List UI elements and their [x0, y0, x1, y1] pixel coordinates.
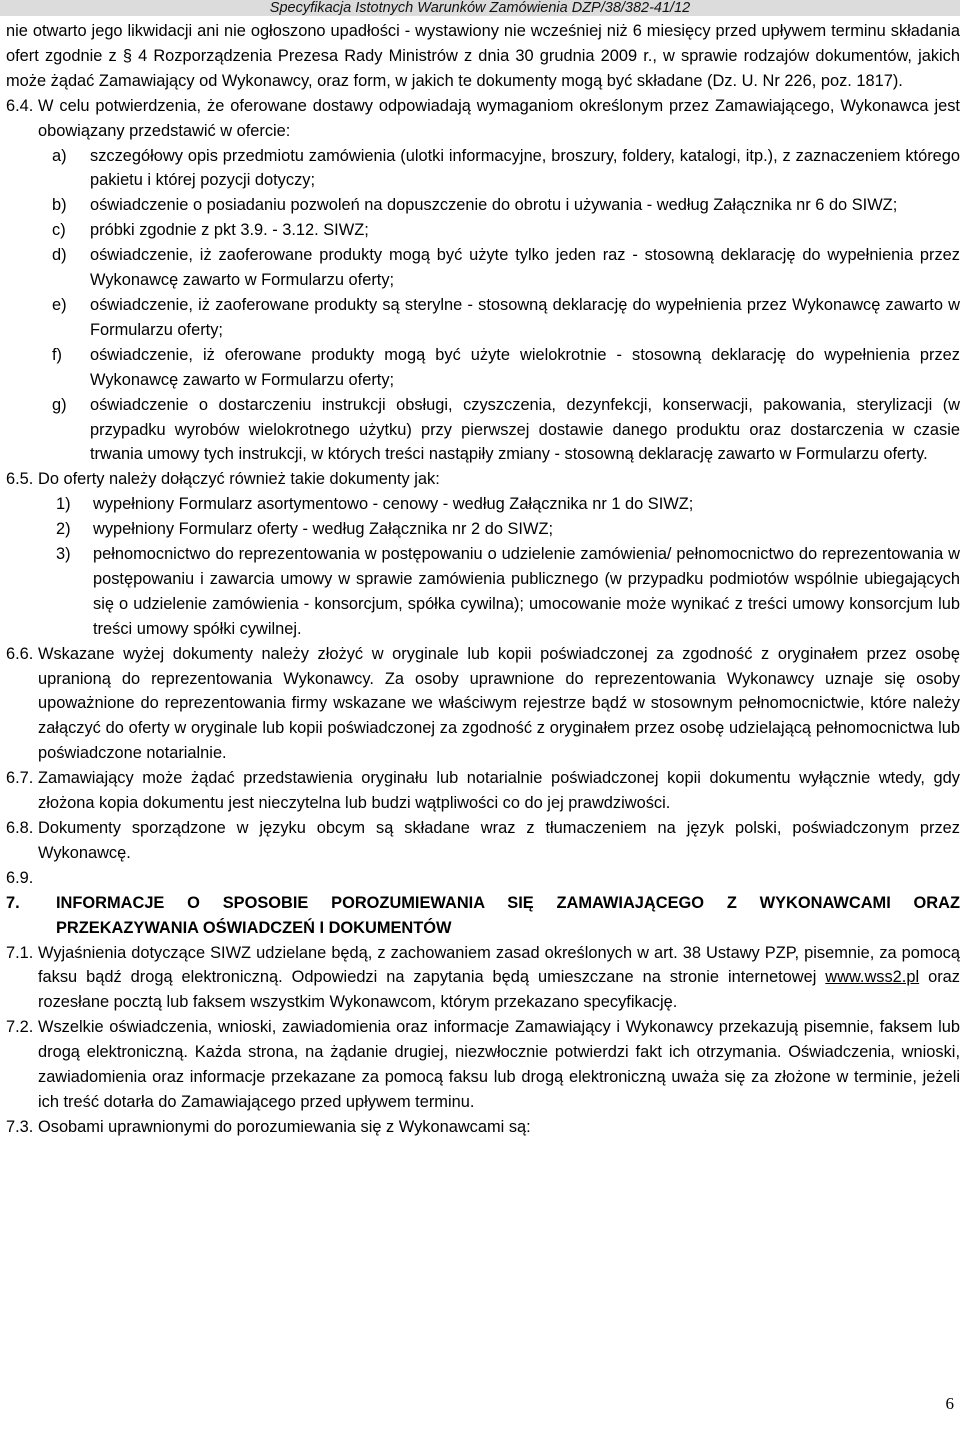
section-number: 7.1.: [6, 943, 34, 962]
list-item: [6, 144, 960, 194]
list-text: oświadczenie o posiadaniu pozwoleń na dopuszczenie do obrotu i używania - według Załącznika nr 6 do SIWZ;: [90, 196, 898, 215]
section-6-4: [6, 94, 960, 144]
website-link[interactable]: www.wss2.pl: [825, 968, 920, 987]
list-item: [6, 393, 960, 468]
list-text: oświadczenie, iż oferowane produkty mogą być użyte wielokrotnie - stosowną deklarację do wypełnienia przez Wykonawcę zawarto w Formularzu oferty;: [90, 345, 960, 389]
list-label: 1): [56, 495, 71, 514]
list-item: [6, 243, 960, 293]
section-6-7: [6, 766, 960, 816]
list-label: b): [52, 196, 67, 215]
list-text: oświadczenie, iż zaoferowane produkty mogą być użyte tylko jeden raz - stosowną deklarację do wypełnienia przez Wykonawcę zawarto w Formularzu oferty;: [90, 246, 960, 290]
section-number: 7.3.: [6, 1117, 34, 1136]
list-text: szczegółowy opis przedmiotu zamówienia (ulotki informacyjne, broszury, foldery, katalogi, itp.), z zaznaczeniem którego pakietu i której pozycji dotyczy;: [90, 146, 960, 190]
section-text: Wskazane wyżej dokumenty należy złożyć w oryginale lub kopii poświadczonej za zgodność z oryginałem przez osobę upranioną do reprezentowania Wykonawcy. Za osoby uprawnione do reprezentowania Wykonawcy uznaje się osoby upoważnione do reprezentowania firmy wskazane we właściwym rejestrze bądź w stosownym pełnomocnictwie, które należy załączyć do oferty w oryginale lub kopii poświadczonej za zgodność z oryginałem przez osobę udzielającą pełnomocnictwa lub poświadczone notarialnie.: [38, 644, 960, 763]
section-6-6: [6, 642, 960, 767]
section-number: 6.7.: [6, 769, 34, 788]
section-number: 6.6.: [6, 644, 34, 663]
list-text: próbki zgodnie z pkt 3.9. - 3.12. SIWZ;: [90, 221, 369, 240]
section-text: Dokumenty sporządzone w języku obcym są składane wraz z tłumaczeniem na język polski, poświadczonym przez Wykonawcę.: [38, 819, 960, 862]
list-item: [6, 343, 960, 393]
list-label: 2): [56, 520, 71, 539]
list-label: c): [52, 221, 66, 240]
section-number: 6.8.: [6, 819, 34, 837]
section-7-heading: [6, 891, 960, 941]
list-label: f): [52, 345, 63, 364]
list-item: [6, 492, 960, 517]
page-header: Specyfikacja Istotnych Warunków Zamówienia DZP/38/382-41/12: [0, 0, 960, 16]
section-7-1: [6, 941, 960, 1016]
list-text: oświadczenie o dostarczeniu instrukcji obsługi, czyszczenia, dezynfekcji, konserwacji, pakowania, sterylizacji (w przypadku wyrobów wielokrotnego użytku) przy pierwszej dostawie danego produktu oraz dostarczenia w czasie trwania umowy tych instrukcji, w których treści nastąpiły zmiany - stosowną deklarację zawarto w Formularzu oferty.: [90, 395, 960, 464]
section-7-3: [6, 1115, 960, 1140]
section-7-2: [6, 1015, 960, 1115]
section-text: W celu potwierdzenia, że oferowane dostawy odpowiadają wymaganiom określonym przez Zamawiającego, Wykonawca jest obowiązany przedstawić w ofercie:: [38, 96, 960, 140]
section-number: 6.5.: [6, 470, 34, 489]
section-text: Do oferty należy dołączyć również takie dokumenty jak:: [38, 470, 440, 489]
section-text-after: oraz rozesłane pocztą lub faksem wszystkim Wykonawcom, którym przekazano specyfikację.: [38, 968, 960, 1012]
section-number: 6.4.: [6, 96, 34, 115]
section-title: INFORMACJE O SPOSOBIE POROZUMIEWANIA SIĘ ZAMAWIAJĄCEGO Z WYKONAWCAMI ORAZ PRZEKAZYWANIA OŚWIADCZEŃ I DOKUMENTÓW: [56, 893, 960, 937]
list-item: [6, 293, 960, 343]
list-text: oświadczenie, iż zaoferowane produkty są sterylne - stosowną deklarację do wypełnienia przez Wykonawcę zawarto w Formularzu oferty;: [90, 295, 960, 339]
section-text: Osobami uprawnionymi do porozumiewania się z Wykonawcami są:: [38, 1117, 531, 1136]
list-label: e): [52, 295, 67, 314]
list-item: [6, 193, 960, 218]
document-body: [6, 19, 960, 1140]
list-text: wypełniony Formularz oferty - według Załącznika nr 2 do SIWZ;: [93, 520, 554, 539]
section-number: 7.2.: [6, 1018, 34, 1037]
list-label: d): [52, 246, 67, 265]
list-label: 3): [56, 545, 71, 564]
section-6-8: [6, 816, 960, 866]
section-6-9: [6, 866, 960, 891]
list-item: [6, 517, 960, 542]
page-number: 6: [945, 1394, 954, 1413]
section-text: Wszelkie oświadczenia, wnioski, zawiadomienia oraz informacje Zamawiający i Wykonawcy przekazują pisemnie, faksem lub drogą elektroniczną. Każda strona, na żądanie drugiej, niezwłocznie potwierdzi fakt ich otrzymania. Oświadczenia, wnioski, zawiadomienia oraz informacje przekazane za pomocą faksu lub drogą elektroniczną uważa się za złożone w terminie, jeżeli ich treść dotarła do Zamawiającego przed upływem terminu.: [38, 1018, 960, 1111]
list-label: a): [52, 146, 67, 165]
section-number: 6.9.: [6, 868, 34, 887]
list-label: g): [52, 395, 67, 414]
list-text: pełnomocnictwo do reprezentowania w postępowaniu o udzielenie zamówienia/ pełnomocnictwo do reprezentowania w postępowaniu i zawarcia umowy w sprawie zamówienia publicznego (w przypadku podmiotów wspólnie ubiegających się o udzielenie zamówienia - konsorcjum, spółka cywilna); umocowanie może wynikać z treści umowy konsorcjum lub treści umowy spółki cywilnej.: [93, 545, 960, 638]
section-number: 7.: [6, 893, 20, 912]
section-text: Zamawiający może żądać przedstawienia oryginału lub notarialnie poświadczonej kopii dokumentu wyłącznie wtedy, gdy złożona kopia dokumentu jest nieczytelna lub budzi wątpliwości co do jej prawdziwości.: [38, 769, 960, 813]
intro-paragraph: nie otwarto jego likwidacji ani nie ogłoszono upadłości - wystawiony nie wcześniej niż 6 miesięcy przed upływem terminu składania ofert zgodnie z § 4 Rozporządzenia Prezesa Rady Ministrów z dnia 30 grudnia 2009 r., w sprawie rodzajów dokumentów, jakich może żądać Zamawiający od Wykonawcy, oraz form, w jakich te dokumenty mogą być składane (Dz. U. Nr 226, poz. 1817).: [6, 22, 960, 90]
section-text-before: Wyjaśnienia dotyczące SIWZ udzielane będą, z zachowaniem zasad określonych w art. 38 Ustawy PZP, pisemnie, za pomocą faksu bądź drogą elektroniczną. Odpowiedzi na zapytania będą umieszczane na stronie internetowej: [38, 943, 960, 987]
list-item: [6, 542, 960, 642]
list-text: wypełniony Formularz asortymentowo - cenowy - według Załącznika nr 1 do SIWZ;: [93, 495, 694, 514]
section-6-5: [6, 467, 960, 492]
list-item: [6, 218, 960, 243]
